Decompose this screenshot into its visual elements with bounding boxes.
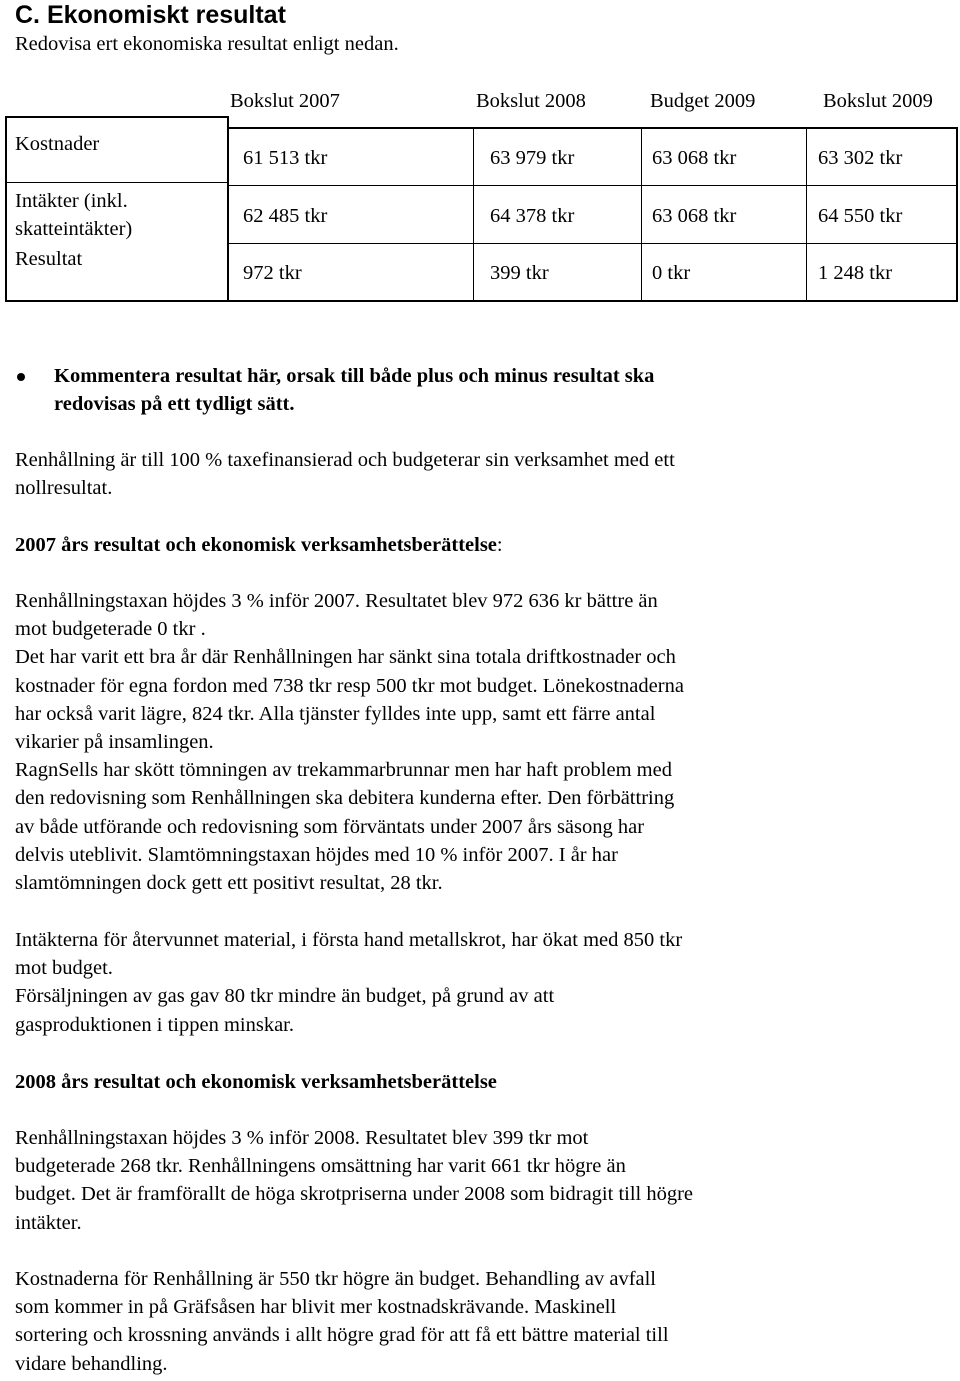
paragraph-2008-costs <box>15 1265 669 1378</box>
column-header: Bokslut 2009 <box>823 90 933 112</box>
column-header: Bokslut 2007 <box>230 90 340 112</box>
text-line: budget. Det är framförallt de höga skrotpriserna under 2008 som bidragit till högre <box>15 1183 694 1206</box>
table-border <box>227 127 958 129</box>
text-line: kostnader för egna fordon med 738 tkr resp 500 tkr mot budget. Lönekostnaderna <box>15 674 684 697</box>
text-line: Kommentera resultat här, orsak till både plus och minus resultat ska <box>54 365 655 387</box>
intro-paragraph <box>15 446 675 502</box>
text-line: Kostnaderna för Renhållning är 550 tkr högre än budget. Behandling av avfall <box>15 1268 657 1290</box>
section-subtitle: Redovisa ert ekonomiska resultat enligt nedan. <box>15 33 399 55</box>
table-border <box>227 185 958 186</box>
table-border <box>956 127 958 302</box>
text-line: RagnSells har skött tömningen av trekammarbrunnar men har haft problem med <box>15 759 672 782</box>
table-cell: 61 513 tkr <box>243 147 328 169</box>
table-cell: 972 tkr <box>243 262 302 284</box>
text-line: har också varit lägre, 824 tkr. Alla tjänster fylldes inte upp, samt ett färre antal <box>15 702 656 725</box>
table-cell: 63 068 tkr <box>652 147 737 169</box>
table-cell: 64 378 tkr <box>490 205 575 227</box>
text-line: Renhållningstaxan höjdes 3 % inför 2008. Resultatet blev 399 tkr mot <box>15 1127 589 1149</box>
heading-2007 <box>15 531 503 559</box>
bullet-icon <box>17 373 25 381</box>
table-cell: 399 tkr <box>490 262 549 284</box>
table-cell: 63 068 tkr <box>652 205 737 227</box>
table-border <box>473 127 474 302</box>
section-title: C. Ekonomiskt resultat <box>15 1 286 29</box>
row-label-intakter: Intäkter (inkl. <box>15 190 128 212</box>
text-line: vidare behandling. <box>15 1352 168 1375</box>
table-cell: 63 302 tkr <box>818 147 903 169</box>
text-line: gasproduktionen i tippen minskar. <box>15 1013 294 1036</box>
table-cell: 0 tkr <box>652 262 691 284</box>
table-border <box>5 116 227 118</box>
table-border <box>5 116 7 302</box>
text-line: nollresultat. <box>15 477 113 500</box>
table-border <box>227 116 229 302</box>
table-border <box>5 300 227 302</box>
column-header: Bokslut 2008 <box>476 90 586 112</box>
text-line: vikarier på insamlingen. <box>15 731 214 754</box>
text-line: mot budgeterade 0 tkr . <box>15 618 206 641</box>
table-cell: 63 979 tkr <box>490 147 575 169</box>
text-line: av både utförande och redovisning som förväntats under 2007 års säsong har <box>15 815 645 838</box>
paragraph-2007 <box>15 587 684 897</box>
row-label-intakter: skatteintäkter) <box>15 218 133 240</box>
table-border <box>227 243 958 244</box>
column-header: Budget 2009 <box>650 90 756 112</box>
text-line: Det har varit ett bra år där Renhållningen har sänkt sina totala driftkostnader och <box>15 646 676 669</box>
text-line: Renhållning är till 100 % taxefinansierad och budgeterar sin verksamhet med ett <box>15 449 675 471</box>
table-border <box>641 127 642 302</box>
text-line: den redovisning som Renhållningen ska debitera kunderna efter. Den förbättring <box>15 787 675 810</box>
text-line: mot budget. <box>15 957 113 980</box>
row-label-kostnader: Kostnader <box>15 133 100 155</box>
text-line: slamtömningen dock gett ett positivt resultat, 28 tkr. <box>15 872 443 895</box>
text-line: delvis uteblivit. Slamtömningstaxan höjdes med 10 % inför 2007. I år har <box>15 843 618 866</box>
text-line: intäkter. <box>15 1211 82 1234</box>
text-line: sortering och krossning används i allt högre grad för att få ett bättre material till <box>15 1324 669 1347</box>
heading-2008: 2008 års resultat och ekonomisk verksamhetsberättelse <box>15 1071 497 1093</box>
table-cell: 62 485 tkr <box>243 205 328 227</box>
heading-2007-text: 2007 års resultat och ekonomisk verksamhetsberättelse <box>15 534 497 556</box>
text-line: Renhållningstaxan höjdes 3 % inför 2007. Resultatet blev 972 636 kr bättre än <box>15 590 658 612</box>
heading-2007-colon: : <box>496 534 503 556</box>
text-line: Försäljningen av gas gav 80 tkr mindre än budget, på grund av att <box>15 985 555 1008</box>
paragraph-2007-income <box>15 926 682 1039</box>
table-cell: 64 550 tkr <box>818 205 903 227</box>
table-cell: 1 248 tkr <box>818 262 893 284</box>
comment-prompt <box>54 362 654 418</box>
table-border <box>227 300 958 302</box>
paragraph-2008 <box>15 1124 693 1237</box>
table-border <box>806 127 807 302</box>
text-line: Intäkterna för återvunnet material, i första hand metallskrot, har ökat med 850 tkr <box>15 929 683 951</box>
text-line: som kommer in på Gräfsåsen har blivit mer kostnadskrävande. Maskinell <box>15 1296 617 1319</box>
table-border <box>5 182 227 183</box>
text-line: redovisas på ett tydligt sätt. <box>54 393 295 416</box>
text-line: budgeterade 268 tkr. Renhållningens omsättning har varit 661 tkr högre än <box>15 1155 626 1178</box>
row-label-resultat: Resultat <box>15 248 83 270</box>
